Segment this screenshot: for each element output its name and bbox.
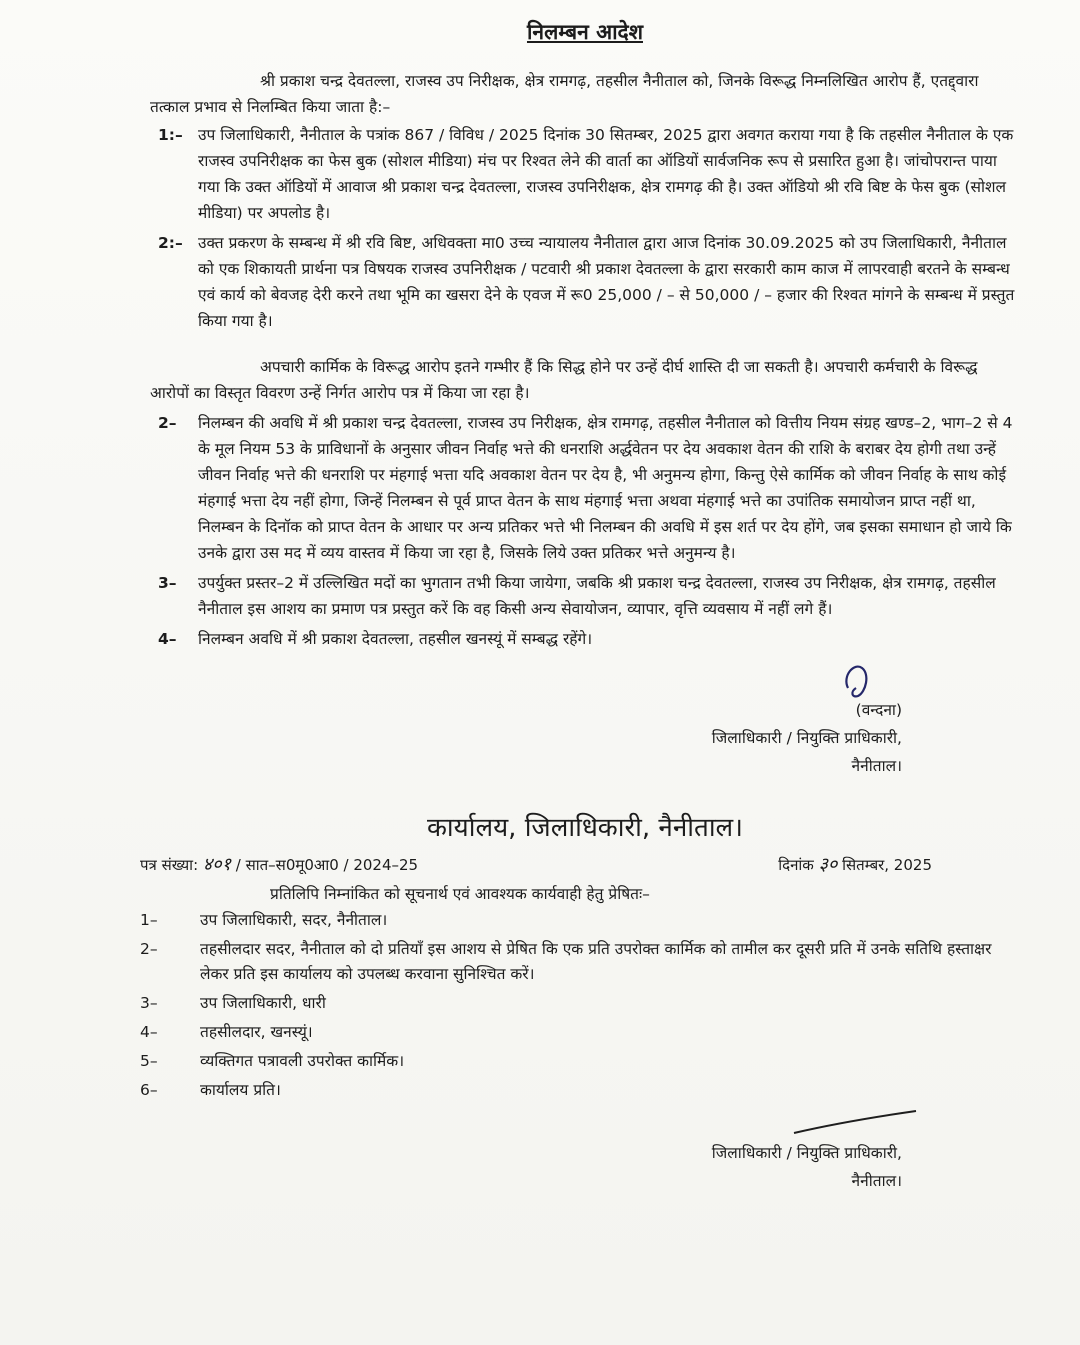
date-suffix: सितम्बर, 2025: [842, 856, 932, 874]
letter-number: [140, 852, 418, 876]
item-number: 2:–: [158, 234, 183, 252]
intro-paragraph: श्री प्रकाश चन्द्र देवतल्ला, राजस्व उप निरीक्षक, क्षेत्र रामगढ़, तहसील नैनीताल को, जिनके विरूद्ध निम्नलिखित आरोप हैं, एतद्द्वारा तत्काल प्रभाव से निलम्बित किया जाता है:–: [150, 72, 979, 116]
list-item: [140, 908, 1020, 933]
item-text: तहसीलदार सदर, नैनीताल को दो प्रतियॉं इस आशय से प्रेषित कि एक प्रति उपरोक्त कार्मिक को तामील कर दूसरी प्रति में उनके सतिथि हस्ताक्षर लेकर प्रति इस कार्यालय को उपलब्ध करवाना सुनिश्चित करें।: [200, 940, 992, 983]
signatory-designation: जिलाधिकारी / नियुक्ति प्राधिकारी,: [711, 1144, 902, 1162]
date-handwritten: ३०: [818, 854, 838, 875]
letter-date: [778, 852, 932, 876]
list-item: [150, 122, 1020, 226]
item-text: व्यक्तिगत पत्रावली उपरोक्त कार्मिक।: [200, 1052, 405, 1070]
signatory-place: नैनीताल।: [851, 757, 902, 775]
list-item: [150, 410, 1020, 566]
signatory-name: (वन्दना): [855, 701, 902, 719]
signatory-block-2: [150, 1139, 902, 1195]
item-text: निलम्बन की अवधि में श्री प्रकाश चन्द्र देवतल्ला, राजस्व उप निरीक्षक, क्षेत्र रामगढ़, तहसील नैनीताल को वित्तीय नियम संग्रह खण्ड–2, भाग–2 से 4 के मूल नियम 53 के प्राविधानों के अनुसार जीवन निर्वाह भत्ते की धनराशि अर्द्धवेतन पर देय अवकाश वेतन की राशि के बराबर देय होगी तथा उन्हें जीवन निर्वाह भत्ते की धनराशि पर मंहगाई भत्ता यदि अवकाश वेतन पर देय है, भी अनुमन्य होगा, किन्तु ऐसे कार्मिक को जीवन निर्वाह के साथ कोई मंहगाई भत्ता देय नहीं होगा, जिन्हें निलम्बन से पूर्व प्राप्त वेतन के साथ मंहगाई भत्ता अथवा मंहगाई भत्ते का उपांतिक समायोजन प्राप्त नहीं था, निलम्बन के दिनॉक को प्राप्त वेतन के आधार पर अन्य प्रतिकर भत्ते भी निलम्बन की अवधि में इस शर्त पर देय होंगे, जब इसका समाधान हो जाये कि उनके द्वारा उस मद में व्यय वास्तव में किया जा रहा है, जिसके लिये उक्त प्रतिकर भत्ते अनुमन्य है।: [198, 414, 1013, 562]
signature-area-2: [150, 1107, 1020, 1127]
list-item: [140, 991, 1020, 1016]
item-number: 1–: [140, 911, 158, 929]
item-number: 5–: [140, 1052, 158, 1070]
item-number: 2–: [158, 414, 177, 432]
terms-list: [150, 410, 1020, 652]
signature-area: [150, 656, 1020, 696]
item-text: उप जिलाधिकारी, सदर, नैनीताल।: [200, 911, 388, 929]
list-item: [150, 626, 1020, 652]
item-number: 6–: [140, 1081, 158, 1099]
item-text: उपर्युक्त प्रस्तर–2 में उल्लिखित मदों का भुगतान तभी किया जायेगा, जबकि श्री प्रकाश चन्द्र देवतल्ला, राजस्व उप निरीक्षक, क्षेत्र रामगढ़, तहसील नैनीताल इस आशय का प्रमाण पत्र प्रस्तुत करें कि वह किसी अन्य सेवायोजन, व्यापार, वृत्ति व्यवसाय में नहीं लगे हैं।: [198, 574, 996, 618]
ref-suffix: / सात–स0मू0आ0 / 2024–25: [235, 856, 419, 874]
signatory-block: [150, 696, 902, 780]
signature-mark: [840, 658, 880, 702]
item-text: निलम्बन अवधि में श्री प्रकाश देवतल्ला, तहसील खनस्यूं में सम्बद्ध रहेंगे।: [198, 630, 593, 648]
item-number: 4–: [158, 630, 177, 648]
gravity-paragraph: अपचारी कार्मिक के विरूद्ध आरोप इतने गम्भीर हैं कि सिद्ध होने पर उन्हें दीर्घ शास्ति दी जा सकती है। अपचारी कर्मचारी के विरूद्ध आरोपों का विस्तृत विवरण उन्हें निर्गत आरोप पत्र में किया जा रहा है।: [150, 358, 978, 402]
copy-intro: प्रतिलिपि निम्नांकित को सूचनार्थ एवं आवश्यक कार्यवाही हेतु प्रेषितः–: [270, 885, 650, 903]
item-number: 3–: [158, 574, 177, 592]
reference-row: [140, 852, 932, 876]
list-item: [140, 1049, 1020, 1074]
signatory-place: नैनीताल।: [851, 1172, 902, 1190]
list-item: [140, 937, 1020, 987]
date-label: दिनांक: [778, 856, 814, 874]
ref-handwritten: ४०१: [202, 854, 231, 875]
list-item: [140, 1078, 1020, 1103]
charges-list: [150, 122, 1020, 334]
office-heading: कार्यालय, जिलाधिकारी, नैनीताल।: [426, 813, 744, 843]
page-title: निलम्बन आदेश: [526, 20, 643, 44]
signature-stroke: [790, 1107, 920, 1137]
item-number: 1:–: [158, 126, 183, 144]
ref-label: पत्र संख्या:: [140, 856, 199, 874]
copies-list: [140, 908, 1020, 1103]
item-number: 2–: [140, 940, 158, 958]
item-number: 4–: [140, 1023, 158, 1041]
item-text: उप जिलाधिकारी, नैनीताल के पत्रांक 867 / विविध / 2025 दिनांक 30 सितम्बर, 2025 द्वारा अवगत कराया गया है कि तहसील नैनीताल के एक राजस्व उपनिरीक्षक का फेस बुक (सोशल मीडिया) मंच पर रिश्वत लेने की वार्ता का ऑडियों सार्वजनिक रूप से प्रसारित हुआ है। जांचोपरान्त पाया गया कि उक्त ऑडियों में आवाज श्री प्रकाश चन्द्र देवतल्ला, राजस्व उपनिरीक्षक, क्षेत्र रामगढ़ की है। उक्त ऑडियो श्री रवि बिष्ट के फेस बुक (सोशल मीडिया) पर अपलोड है।: [198, 126, 1014, 222]
item-text: उप जिलाधिकारी, धारी: [200, 994, 326, 1012]
item-text: तहसीलदार, खनस्यूं।: [200, 1023, 313, 1041]
item-number: 3–: [140, 994, 158, 1012]
signatory-designation: जिलाधिकारी / नियुक्ति प्राधिकारी,: [711, 729, 902, 747]
list-item: [150, 230, 1020, 334]
list-item: [150, 570, 1020, 622]
item-text: उक्त प्रकरण के सम्बन्ध में श्री रवि बिष्ट, अधिवक्ता मा0 उच्च न्यायालय नैनीताल द्वारा आज दिनांक 30.09.2025 को उप जिलाधिकारी, नैनीताल को एक शिकायती प्रार्थना पत्र विषयक राजस्व उपनिरीक्षक / पटवारी श्री प्रकाश देवतल्ला के द्वारा सरकारी काम काज में लापरवाही बरतने के सम्बन्ध एवं कार्य को बेवजह देरी करने तथा भूमि का खसरा देने के एवज में रू0 25,000 / – से 50,000 / – हजार की रिश्वत मांगने के सम्बन्ध में प्रस्तुत किया गया है।: [198, 234, 1015, 330]
item-text: कार्यालय प्रति।: [200, 1081, 281, 1099]
list-item: [140, 1020, 1020, 1045]
